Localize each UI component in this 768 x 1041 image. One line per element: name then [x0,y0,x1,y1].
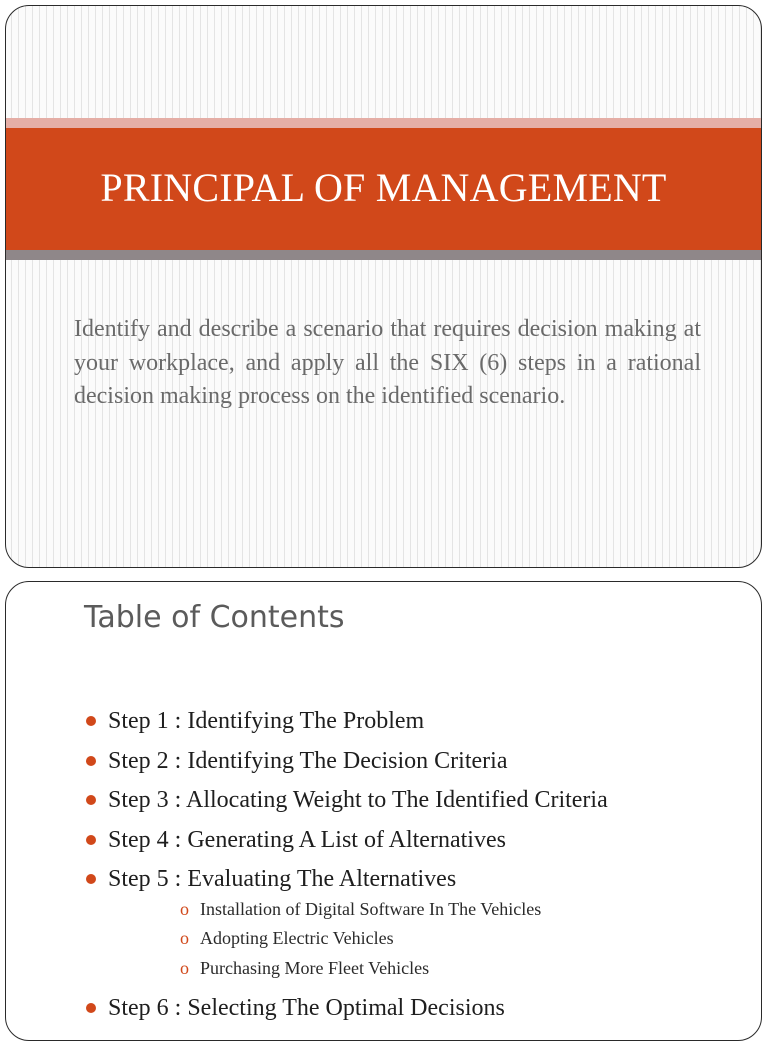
hollow-bullet-icon: o [180,928,189,948]
sub-item-label: Purchasing More Fleet Vehicles [200,957,430,978]
title-band-top-stripe [6,118,761,128]
sub-item-label: Adopting Electric Vehicles [200,928,394,948]
bullet-dot-icon [86,795,96,805]
sub-item-alternative-2 [180,924,608,954]
slide-title: PRINCIPAL OF MANAGEMENT [100,164,667,210]
toc-heading: Table of Contents [84,600,345,635]
toc-item-label: Step 5 : Evaluating The Alternatives [108,866,457,892]
sub-item-alternative-1 [180,895,608,925]
title-band-bottom-stripe [6,250,761,260]
toc-item-step-4 [84,821,608,861]
step5-alternatives-list [84,895,608,984]
bullet-dot-icon [86,874,96,884]
bullet-dot-icon [86,756,96,766]
hollow-bullet-icon: o [180,957,189,978]
title-band [6,128,761,250]
toc-item-label: Step 3 : Allocating Weight to The Identified Criteria [108,787,608,813]
toc-sublist-container [84,895,608,984]
toc-item-label: Step 4 : Generating A List of Alternatives [108,826,506,853]
bullet-dot-icon [86,835,96,845]
hollow-bullet-icon: o [180,898,189,919]
toc-item-label: Step 6 : Selecting The Optimal Decisions [108,995,505,1021]
bullet-dot-icon [86,1003,96,1013]
toc-list [84,702,608,1029]
contents-slide [5,581,762,1041]
slide-subtitle-text: Identify and describe a scenario that requires decision making at your workplace, and apply all the SIX (6) steps in a rational decision making process on the identified scenario. [74,316,701,409]
toc-item-label: Step 1 : Identifying The Problem [108,708,425,734]
bullet-dot-icon [86,716,96,726]
toc-item-step-1 [84,702,608,742]
toc-item-step-6 [84,989,608,1029]
toc-item-step-3 [84,781,608,821]
sub-item-alternative-3 [180,954,608,984]
toc-item-label: Step 2 : Identifying The Decision Criteria [108,747,508,774]
title-slide [5,5,762,568]
sub-item-label: Installation of Digital Software In The Vehicles [200,898,542,919]
toc-item-step-2 [84,742,608,782]
